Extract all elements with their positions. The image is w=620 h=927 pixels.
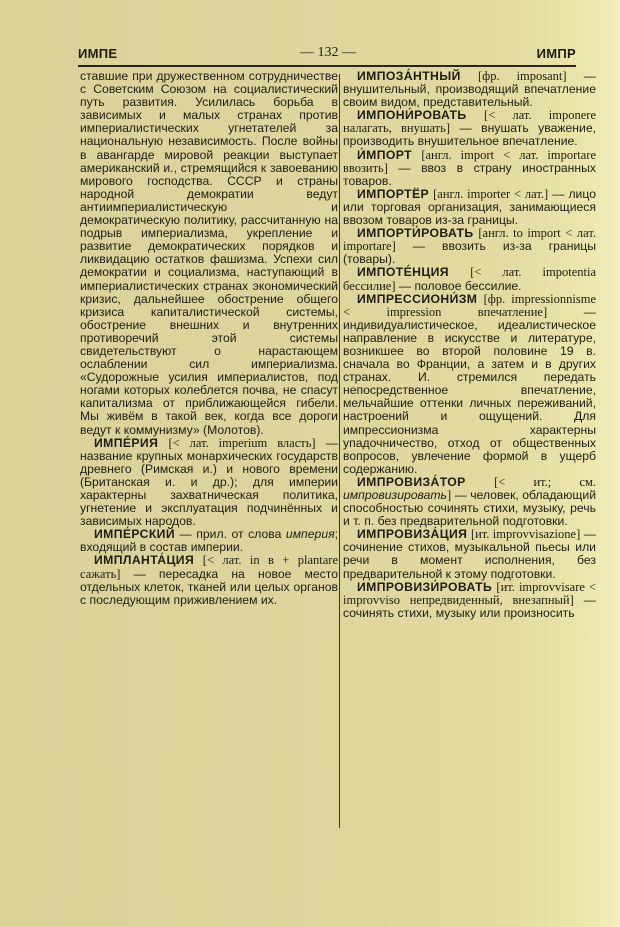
headword: ИМПЛАНТА́ЦИЯ [94,553,195,568]
header-rule [78,65,576,67]
headword: ИМПОРТИ́РОВАТЬ [357,226,474,241]
cross-reference: импровизировать [343,488,447,502]
definition-prefix: — прил. от слова [175,527,286,542]
headword: ИМПРОВИЗА́ЦИЯ [357,527,468,542]
definition: — ввозить из-за границы (товары). [343,239,596,267]
definition: ; входящий в состав империи. [80,527,338,555]
entry-impozantnyy [343,70,596,109]
left-guide-word: ИМПЕ [78,46,118,61]
headword: ИМПОЗА́НТНЫЙ [357,69,461,83]
entry-import [343,149,596,188]
etymology: [< лат. in в + plantare сажать] [80,553,338,581]
running-header [78,44,576,62]
definition: — индивидуалистическое, идеалистическое направление в искусстве и литературе, возникшее во второй половине 19 в. сначала во Франции, а затем и в других странах. И. стремился передать непосредственное впечатление, мельчайшие оттенки личных переживаний, настроений и ощущений. Для импрессионизма характерны упадочничество, отход от общественных вопросов, увлечение формой в ущерб содержанию. [343,304,596,476]
etymology: [< лат. imperium власть] [168,435,316,450]
definition: — пересадка на новое место отдельных клеток, тканей или целых органов с последующим приживлением их. [80,566,338,607]
etymology: [фр. imposant] [477,69,567,83]
etymology: [< лат. impotentia бессилие] [343,265,596,293]
left-column [80,70,338,607]
etymology: [ит. improvvisare < improvviso непредвиденный, внезапный] [343,579,596,607]
definition: — сочинять стихи, музыку или произносить [343,592,596,620]
etymology-suffix: ] [446,488,452,502]
headword: ИМПЕ́РИЯ [94,435,159,450]
right-guide-word: ИМПР [536,46,576,61]
headword: ИМПРОВИЗА́ТОР [357,474,466,489]
entry-imperskiy [80,528,338,554]
definition: — внушительный, производящий впечатление своим видом, представительный. [343,69,596,110]
entry-improvizator [343,476,596,528]
right-column [343,70,596,620]
entry-implantatsiya [80,554,338,606]
entry-impotentsiya [343,266,596,292]
page-number: — 132 — [300,45,356,60]
definition: — ввоз в страну иностранных товаров. [343,160,596,188]
etymology-prefix: [< ит.; см. [494,474,597,489]
headword: ИМПОРТЁР [357,186,430,201]
headword: И́МПОРТ [357,147,412,162]
entry-improvizirovat [343,581,596,620]
etymology: [ит. improvvisazione] [470,527,581,542]
headword: ИМПЕ́РСКИЙ [94,527,175,542]
definition: — лицо или торговая организация, занимающиеся ввозом товаров из-за границы. [343,186,596,228]
entry-importer [343,188,596,227]
definition: — название крупных монархических государств древнего (Римская и.) и нового времени (Британская и. и др.); для империи характерны захватническая политика, угнетение и эксплуатация подчинённых и зависимых народов. [80,435,338,529]
etymology: [англ. importer < лат.] [433,186,549,201]
definition: — внушать уважение, производить внушительное впечатление. [343,121,596,149]
etymology: [англ. to import < лат. importare] [343,226,596,254]
headword: ИМПРЕССИОНИ́ЗМ [357,291,478,306]
etymology: [англ. import < лат. importare ввозить] [343,147,597,175]
definition: — сочинение стихов, музыкальной пьесы или речи в момент исполнения, без предварительной к этому подготовки. [343,527,597,581]
cross-reference: империя [285,527,335,542]
etymology: [фр. impressionnisme < impression впечатление] [343,291,597,319]
etymology: [< лат. imponere налагать, внушать] [343,108,597,136]
definition: — человек, обладающий способностью сочинять стихи, музыку, речь и т. п. без предварительной подготовки. [343,488,596,529]
entry-imponirovat [343,109,596,148]
entry-importirovat [343,227,596,266]
headword: ИМПОНИ́РОВАТЬ [357,108,467,123]
entry-impressionizm [343,293,596,476]
definition: — половое бессилие. [395,278,522,293]
entry-imperiya [80,437,338,529]
headword: ИМПРОВИЗИ́РОВАТЬ [357,579,493,594]
continuation-paragraph: ставшие при дружественном сотрудничестве с Советским Союзом на социалистический путь развития. Усилилась борьба в зависимых и малых странах против империалистических угнетателей за национальную независимость. После войны в авангарде мировой реакции выступает американский и., стремящийся к завоеванию мирового господства. СССР и страны народной демократии ведут антиимпериалистическую и демократическую политику, рассчитанную на подрыв империализма, укрепление и развитие демократических порядков и ликвидацию остатков фашизма. Успехи сил демократии и социализма, наступающий в империалистических странах экономический кризис, дальнейшее обострение общего кризиса капиталистической системы, обострение внешних и внутренних противоречий этой системы свидетельствуют о нарастающем ослаблении сил империализма. «Судорожные усилия империалистов, под ногами которых колеблется почва, не спасут капитализма от приближающейся гибели. Мы живём в такой век, когда все дороги ведут к коммунизму» (Молотов). [80,69,338,437]
entry-improvizatsiya [343,528,596,580]
headword: ИМПОТЕ́НЦИЯ [357,265,449,280]
column-divider [339,74,340,828]
